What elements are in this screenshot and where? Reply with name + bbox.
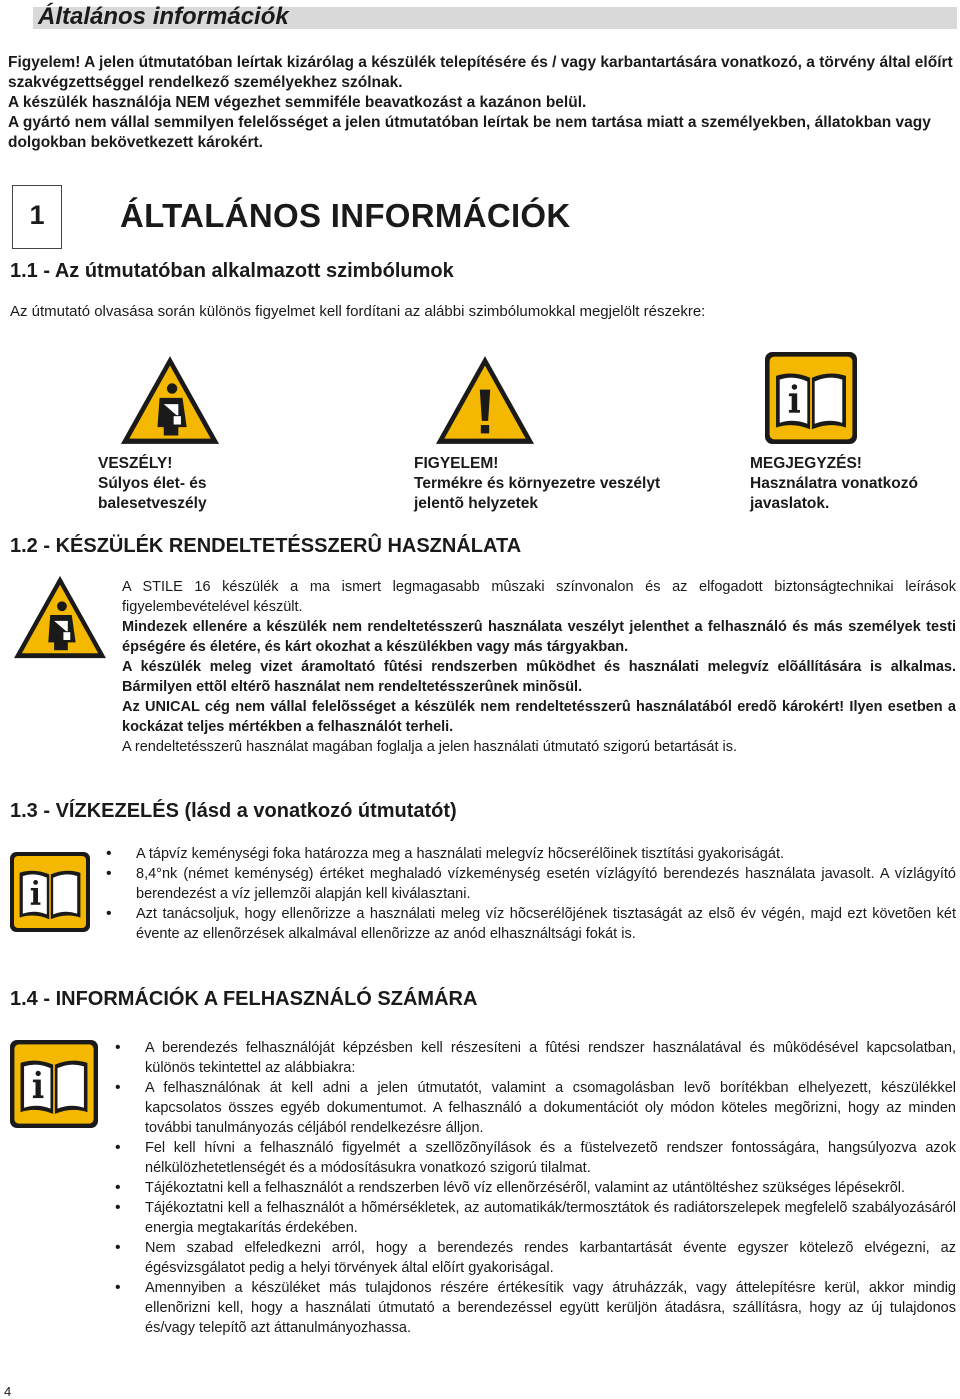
subsection-title-1-3: 1.3 - VÍZKEZELÉS (lásd a vonatkozó útmutatót)	[10, 800, 457, 822]
symbol-label-line: MEGJEGYZÉS!	[750, 455, 862, 472]
intended-use-text	[122, 577, 956, 757]
list-item: • A tápvíz keménységi foka határozza meg a használati melegvíz hõcserélõinek tisztítási gyakoriságát.	[106, 844, 956, 864]
list-item: • 8,4°nk (német keménység) értéket meghaladó vízkeménység esetén vízlágyító berendezés használata javasolt. A vízlágyító berendezést a víz jellemzõi alapján kell kiválasztani.	[106, 864, 956, 904]
paragraph: A STILE 16 készülék a ma ismert legmagasabb mûszaki színvonalon és az elfogadott biztonságtechnikai leírások figyelembevételével készült.	[122, 579, 956, 615]
warning-notice	[8, 53, 958, 153]
list-item: • Amennyiben a készüléket más tulajdonos részére értékesítik vagy átruházzák, vagy áttelepítésre kerül, akkor mindig ellenõrizni kell, hogy a használati útmutató a berendezéssel együtt kerüljön átadásra, szállításra, hogy az új tulajdonos és/vagy telepítõ azt áttanulmányozhassa.	[115, 1278, 956, 1338]
header-marker	[13, 7, 33, 29]
list-item: • A berendezés felhasználóját képzésben kell részesíteni a fûtési rendszer használatával és mûködésével kapcsolatban, különös tekintettel az alábbiakra:	[115, 1038, 956, 1078]
symbol-label-line: jelentõ helyzetek	[414, 495, 539, 512]
symbol-label-line: FIGYELEM!	[414, 455, 499, 472]
list-item: • Tájékoztatni kell a felhasználót a hõmérsékletek, az automatikák/termosztátok és radiátorszelepek megfelelõ szabályozásáról energia megtakarítás érdekében.	[115, 1198, 956, 1238]
warning-line: A készülék használója NEM végezhet semmiféle beavatkozást a kazánon belül.	[8, 94, 587, 111]
symbol-label-line: javaslatok.	[750, 495, 830, 512]
symbols-intro: Az útmutató olvasása során különös figyelmet kell fordítani az alábbi szimbólumokkal megjelölt részekre:	[10, 303, 706, 320]
paragraph: Az UNICAL cég nem vállal felelõsséget a készülék nem rendeltetésszerû használatából eredõ károkért! Ilyen esetben a kockázat teljes mértékben a felhasználót terheli.	[122, 699, 956, 735]
list-item: • Fel kell hívni a felhasználó figyelmét a szellõzõnyílások és a füstelvezetõ rendszer fontosságára, hangsúlyozva azok nélkülözhetetlenségét és a módosításukra vonatkozó szigorú tilalmat.	[115, 1138, 956, 1178]
page-number: 4	[4, 1384, 12, 1399]
symbol-label-line: Használatra vonatkozó	[750, 475, 918, 492]
section-number: 1	[29, 200, 45, 230]
symbol-label-danger	[98, 454, 207, 514]
symbol-label-line: Súlyos élet- és	[98, 475, 207, 492]
info-book-icon	[10, 1040, 98, 1128]
warning-line: Figyelem! A jelen útmutatóban leírtak kizárólag a készülék telepítésére és / vagy karbantartására vonatkozó, a törvény által előírt szakvégzettséggel rendelkező személyekhez szólnak.	[8, 54, 953, 91]
info-book-icon	[765, 352, 857, 444]
water-treatment-list	[106, 844, 956, 944]
paragraph: A készülék meleg vizet áramoltató fûtési rendszerben mûködhet és használati melegvíz elõállítására is alkalmas. Bármilyen ettõl eltérõ használat nem rendeltetésszerûnek minõsül.	[122, 659, 956, 695]
section-title: ÁLTALÁNOS INFORMÁCIÓK	[120, 197, 571, 234]
subsection-title-1-2: 1.2 - KÉSZÜLÉK RENDELTETÉSSZERÛ HASZNÁLATA	[10, 535, 522, 557]
list-item: • A felhasználónak át kell adni a jelen útmutatót, valamint a csomagolásban levõ borítékban elhelyezett, készülékkel kapcsolatos összes egyéb dokumentumot. A felhasználó a dokumentációt oly módon köteles megõrizni, hogy az minden további tanulmányozás céljából rendelkezésre álljon.	[115, 1078, 956, 1138]
symbol-label-line: Termékre és környezetre veszélyt	[414, 475, 661, 492]
person-danger-icon	[115, 352, 225, 448]
symbol-label-line: balesetveszély	[98, 495, 207, 512]
page-header-title: Általános információk	[38, 3, 289, 30]
person-danger-icon	[10, 572, 110, 662]
user-information-list	[115, 1038, 956, 1338]
subsection-title-1-1: 1.1 - Az útmutatóban alkalmazott szimbólumok	[10, 260, 454, 282]
exclamation-warning-icon	[430, 352, 540, 448]
symbol-label-warning	[414, 454, 660, 514]
symbol-label-note	[750, 454, 918, 514]
info-book-icon	[10, 852, 90, 932]
symbol-label-line: VESZÉLY!	[98, 455, 173, 472]
list-item: • Azt tanácsoljuk, hogy ellenõrizze a használati meleg víz hõcserélõjének tisztaságát az elsõ év végén, majd ezt követõen két évente az ellenõrzések alkalmával ellenõrizze az anód elhasználtsági fokát is.	[106, 904, 956, 944]
subsection-title-1-4: 1.4 - INFORMÁCIÓK A FELHASZNÁLÓ SZÁMÁRA	[10, 988, 478, 1010]
paragraph: Mindezek ellenére a készülék nem rendeltetésszerû használata veszélyt jelenthet a felhasználó és más személyek testi épségére és életére, és kárt okozhat a készülékben vagy más tárgyakban.	[122, 619, 956, 655]
paragraph: A rendeltetésszerû használat magában foglalja a jelen használati útmutató szigorú betartását is.	[122, 739, 738, 755]
warning-line: A gyártó nem vállal semmilyen felelősséget a jelen útmutatóban leírtak be nem tartása miatt a személyekben, állatokban vagy dolgokban bekövetkezett károkért.	[8, 114, 931, 151]
list-item: • Nem szabad elfeledkezni arról, hogy a berendezés rendes karbantartását évente egyszer kötelezõ elvégezni, az égésvizsgálatot pedig a helyi törvények által elõírt gyakoriságal.	[115, 1238, 956, 1278]
list-item: • Tájékoztatni kell a felhasználót a rendszerben lévõ víz ellenõrzésérõl, valamint az utántöltéshez szükséges lépésekrõl.	[115, 1178, 956, 1198]
